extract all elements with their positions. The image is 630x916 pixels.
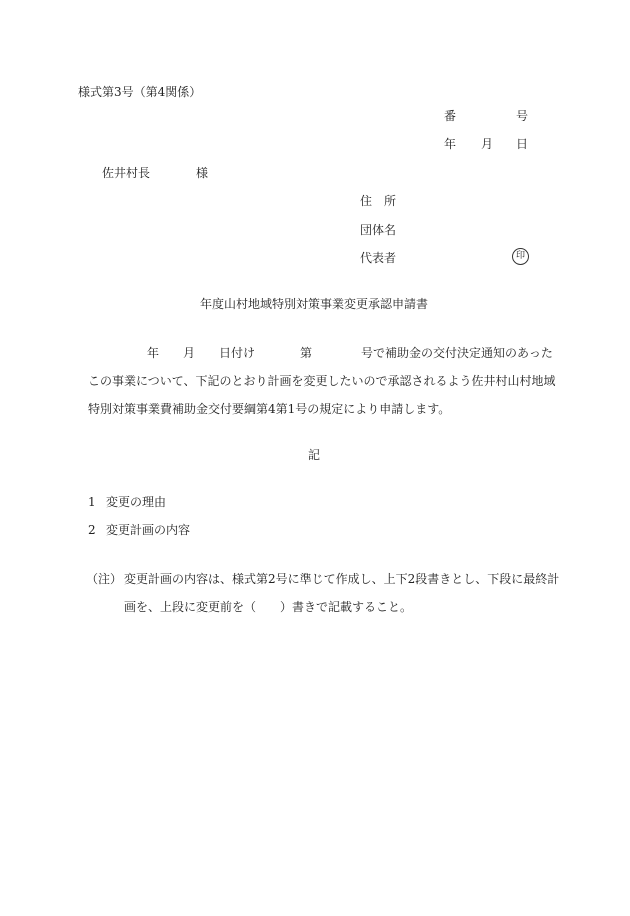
number-ban-label: 番 [444, 109, 457, 123]
applicant-address-label: 住 所 [360, 194, 397, 208]
item-1-text: 変更の理由 [106, 495, 167, 509]
item-2-text: 変更計画の内容 [106, 523, 191, 537]
body-month-label: 月 [183, 346, 196, 360]
body-line1-end: 号で補助金の交付決定通知のあった [361, 346, 553, 360]
date-day-label: 日 [516, 137, 529, 151]
applicant-org-label: 団体名 [360, 223, 397, 237]
ki-heading: 記 [308, 448, 321, 462]
item-2-number: 2 [88, 523, 96, 537]
body-line3: 特別対策事業費補助金交付要綱第4第1号の規定により申請します。 [88, 402, 451, 416]
seal-mark: 印 [512, 248, 529, 265]
note-line2: 画を、上段に変更前を（ ）書きで記載すること。 [124, 600, 413, 614]
date-month-label: 月 [481, 137, 494, 151]
note-label: （注） [86, 572, 123, 586]
form-number-label: 様式第3号（第4関係） [78, 85, 202, 99]
document-title: 年度山村地域特別対策事業変更承認申請書 [200, 297, 429, 311]
item-1-number: 1 [88, 495, 96, 509]
date-year-label: 年 [444, 137, 457, 151]
addressee-name: 佐井村長 [102, 166, 151, 180]
number-go-label: 号 [516, 109, 529, 123]
note-line1: 変更計画の内容は、様式第2号に準じて作成し、上下2段書きとし、下段に最終計 [124, 572, 560, 586]
body-dai-label: 第 [300, 346, 313, 360]
body-date-label: 日付け [219, 346, 256, 360]
body-line2: この事業について、下記のとおり計画を変更したいので承認されるよう佐井村山村地域 [88, 374, 556, 388]
addressee-honorific: 様 [196, 166, 209, 180]
applicant-rep-label: 代表者 [360, 251, 397, 265]
body-year-label: 年 [147, 346, 160, 360]
